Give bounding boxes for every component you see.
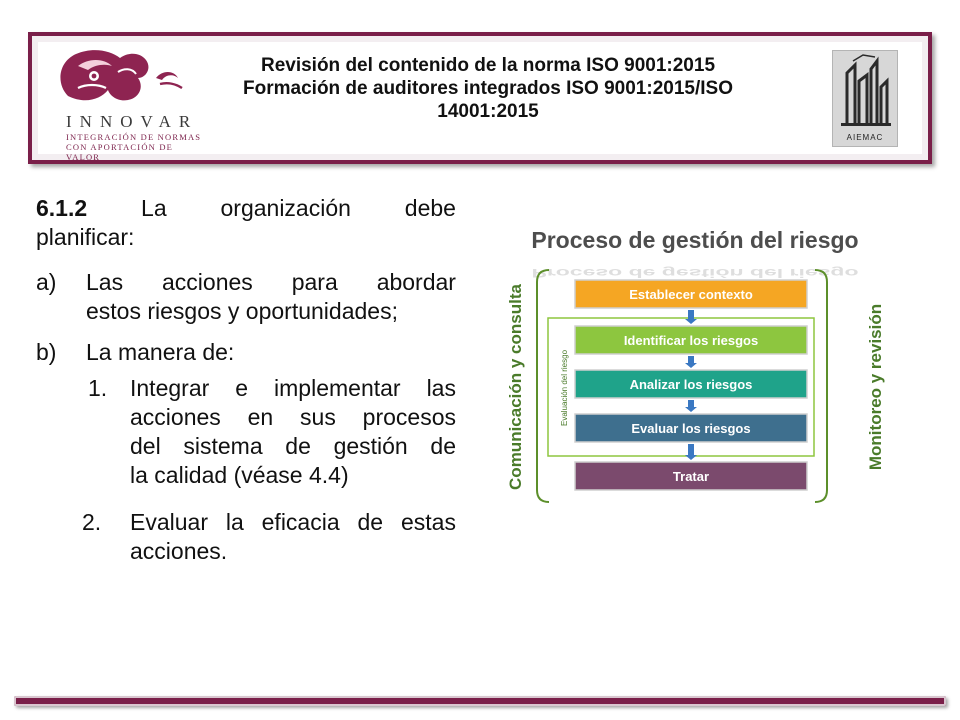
sub1-word: del <box>130 433 161 459</box>
sub1-word: acciones <box>130 404 221 430</box>
down-arrow-icon <box>685 356 697 368</box>
sub2-line-1 <box>130 508 456 537</box>
sub2-line-2: acciones. <box>130 538 228 564</box>
header-content <box>38 42 922 162</box>
item-a-line-1 <box>86 268 456 297</box>
diagram-title-reflection: Proceso de gestión del riesgo <box>531 266 859 280</box>
sub1-word: Integrar <box>130 375 210 401</box>
sub1-line-4: la calidad (véase 4.4) <box>130 462 349 488</box>
communication-label: Comunicación y consulta <box>506 284 525 490</box>
item-a-word: para <box>291 269 338 295</box>
right-bracket <box>815 270 827 502</box>
step-label-3: Analizar los riesgos <box>629 377 753 392</box>
diagram-title: Proceso de gestión del riesgo <box>531 227 859 253</box>
aiemac-building-icon <box>833 51 897 131</box>
step-label-5: Tratar <box>672 469 710 484</box>
clause-number: 6.1.2 <box>36 195 88 221</box>
title-line-3: 14001:2015 <box>437 101 539 122</box>
step-label-4: Evaluar los riesgos <box>631 421 751 436</box>
innovar-emblem-icon <box>48 44 188 110</box>
sub1-line-2 <box>130 403 456 432</box>
step-label-1: Establecer contexto <box>629 287 753 302</box>
step-label-2: Identificar los riesgos <box>623 333 759 348</box>
innovar-tagline <box>66 132 206 162</box>
marker-b: b) <box>36 339 57 365</box>
sub1-word: implementar <box>274 375 401 401</box>
item-a-text <box>86 268 456 326</box>
title-line-1: Revisión del contenido de la norma ISO 9001:2015 <box>260 55 716 76</box>
item-a-line-2: estos riesgos y oportunidades; <box>86 298 398 324</box>
marker-2: 2. <box>82 509 102 535</box>
sub2-word: Evaluar <box>130 509 208 535</box>
sub1-word: sus <box>300 404 336 430</box>
sub2-word: estas <box>400 509 456 535</box>
down-arrow-icon <box>685 400 697 412</box>
sub-item-2-text <box>130 508 456 566</box>
intro-word-1: La <box>141 195 167 221</box>
process-steps <box>575 280 807 490</box>
sub2-word: eficacia <box>261 509 340 535</box>
clause-heading <box>36 194 456 223</box>
page-title <box>188 54 788 123</box>
sub1-word: las <box>426 375 456 401</box>
aiemac-logo <box>832 50 898 147</box>
sub1-word: sistema <box>183 433 263 459</box>
sub2-word: la <box>225 509 244 535</box>
item-a-word: Las <box>86 269 124 295</box>
innovar-tagline-line2: CON APORTACIÓN DE VALOR <box>66 142 174 162</box>
sub1-word: de <box>285 433 311 459</box>
sub-item-1-text <box>130 374 456 490</box>
title-line-2: Formación de auditores integrados ISO 9001:2015/ISO <box>243 78 733 99</box>
sub1-word: de <box>430 433 456 459</box>
footer-divider <box>14 696 946 706</box>
item-a-word: abordar <box>376 269 456 295</box>
left-bracket <box>537 270 549 502</box>
innovar-logo <box>48 44 202 162</box>
sub1-word: gestión <box>333 433 408 459</box>
intro-word-2: organización <box>220 195 351 221</box>
sub2-word: de <box>357 509 384 535</box>
marker-a: a) <box>36 269 57 295</box>
intro-line-2: planificar: <box>36 224 135 250</box>
down-arrow-icon <box>685 444 697 460</box>
down-arrow-icon <box>685 310 697 324</box>
evaluation-label: Evaluación del riesgo <box>560 349 569 427</box>
item-b-text: La manera de: <box>86 339 235 365</box>
sub1-line-1 <box>130 374 456 403</box>
innovar-tagline-line1: INTEGRACIÓN DE NORMAS <box>66 132 202 142</box>
sub1-line-3 <box>130 432 456 461</box>
monitoring-label: Monitoreo y revisión <box>866 303 885 471</box>
aiemac-label: AIEMAC <box>846 133 884 142</box>
intro-word-3: debe <box>404 195 456 221</box>
sub1-word: e <box>235 375 249 401</box>
requirements-text <box>36 194 456 564</box>
sub1-word: en <box>247 404 274 430</box>
risk-diagram-svg <box>485 222 895 522</box>
innovar-wordmark: INNOVAR <box>66 112 199 131</box>
sub1-word: procesos <box>362 404 456 430</box>
marker-1: 1. <box>88 375 108 401</box>
risk-process-diagram <box>485 222 895 522</box>
item-a-word: acciones <box>162 269 253 295</box>
